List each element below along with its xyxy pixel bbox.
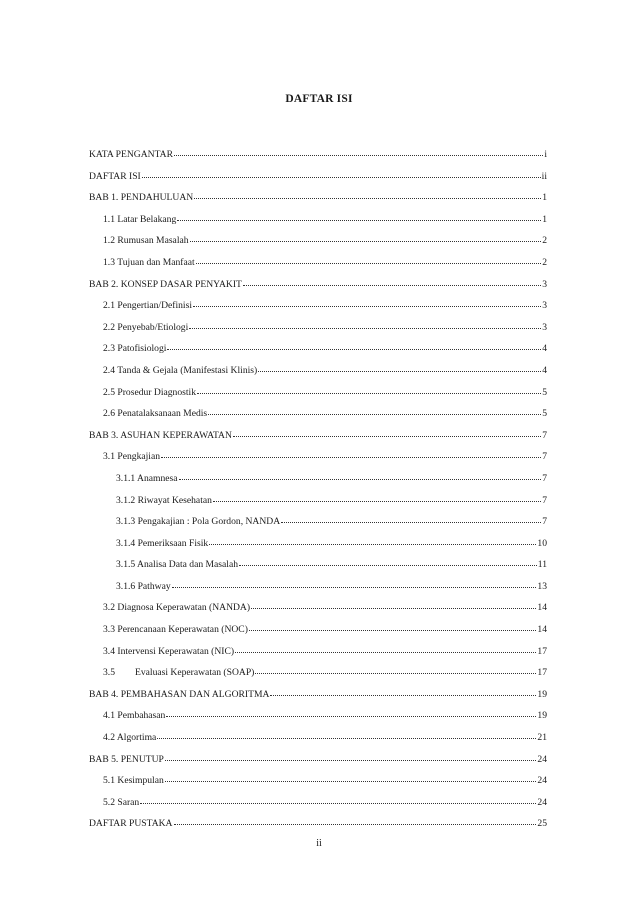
toc-page-number: 3 [542, 278, 547, 290]
toc-entry [89, 255, 547, 277]
toc-entry-label [89, 148, 173, 162]
toc-entry [89, 730, 547, 752]
toc-entry-label [103, 342, 166, 356]
toc-entry [89, 471, 547, 493]
toc-entry-text: 3.2 Diagnosa Keperawatan (NANDA) [103, 602, 251, 614]
toc-page-number: 17 [537, 667, 547, 679]
toc-entry-text: 3.1.3 Pengakajian : Pola Gordon, NANDA [116, 516, 281, 528]
toc-entry [89, 816, 547, 838]
toc-page-number: 13 [537, 580, 547, 592]
toc-entry-text: BAB 5. PENUTUP [89, 753, 164, 765]
toc-page-number: 7 [542, 472, 547, 484]
toc-entry-label [103, 450, 160, 464]
toc-entry-text: 2.2 Penyebab/Etiologi [103, 321, 189, 333]
toc-dot-leader [239, 557, 537, 567]
toc-entry [89, 277, 547, 299]
toc-entry-text: 1.3 Tujuan dan Manfaat [103, 256, 195, 268]
toc-entry [89, 708, 547, 730]
toc-entry-text: DAFTAR ISI [89, 170, 141, 182]
toc-entry-text: 3.3 Perencanaan Keperawatan (NOC) [103, 624, 248, 636]
toc-entry-label [89, 817, 173, 831]
toc-entry-label [89, 170, 141, 184]
toc-dot-leader [194, 190, 541, 200]
toc-page-number: 7 [542, 429, 547, 441]
toc-page-number: 7 [542, 516, 547, 528]
toc-entry-text: DAFTAR PUSTAKA [89, 818, 173, 830]
toc-dot-leader [174, 816, 537, 826]
toc-page-number: 24 [537, 753, 547, 765]
toc-entry-text: Evaluasi Keperawatan (SOAP) [135, 667, 255, 679]
toc-dot-leader [190, 233, 542, 243]
toc-page-number: 10 [537, 537, 547, 549]
toc-entry [89, 557, 547, 579]
toc-entry-text: 5.2 Saran [103, 796, 140, 808]
toc-entry [89, 493, 547, 515]
toc-page-number: 4 [542, 343, 547, 355]
toc-entry [89, 514, 547, 536]
toc-page-number: 3 [542, 321, 547, 333]
toc-page-number: 4 [542, 364, 547, 376]
toc-page-number: 24 [537, 796, 547, 808]
table-of-contents [89, 147, 547, 838]
toc-dot-leader [251, 600, 536, 610]
toc-page-number: 5 [542, 386, 547, 398]
toc-dot-leader [233, 428, 541, 438]
toc-entry-text: 4.2 Algortima [103, 732, 157, 744]
toc-dot-leader [249, 622, 537, 632]
toc-entry [89, 752, 547, 774]
toc-dot-leader [142, 169, 541, 179]
toc-page-number: 21 [537, 732, 547, 744]
toc-entry-label [103, 299, 192, 313]
toc-dot-leader [208, 406, 541, 416]
toc-entry-text: 2.6 Penatalaksanaan Medis [103, 408, 208, 420]
toc-page-number: 7 [542, 494, 547, 506]
toc-entry-label [89, 429, 232, 443]
toc-entry-text: 3.1.4 Pemeriksaan Fisik [116, 537, 209, 549]
toc-page-number: 7 [542, 451, 547, 463]
toc-entry-text: 2.5 Prosedur Diagnostik [103, 386, 197, 398]
toc-dot-leader [179, 471, 542, 481]
toc-entry-text: BAB 1. PENDAHULUAN [89, 192, 194, 204]
toc-page-number: 5 [542, 408, 547, 420]
toc-entry-text: 2.1 Pengertian/Definisi [103, 300, 192, 312]
toc-entry-label [103, 407, 207, 421]
toc-page-number: 3 [542, 300, 547, 312]
toc-entry-text: BAB 4. PEMBAHASAN DAN ALGORITMA [89, 688, 270, 700]
page-title: DAFTAR ISI [285, 93, 353, 105]
toc-entry-label [116, 515, 280, 529]
toc-entry-label [116, 472, 178, 486]
toc-page-number: 19 [537, 710, 547, 722]
toc-entry-label [103, 796, 139, 810]
toc-page-number: i [544, 149, 547, 160]
toc-entry [89, 320, 547, 342]
toc-entry-text: 2.3 Patofisiologi [103, 343, 167, 355]
toc-entry-text: 1.2 Rumusan Masalah [103, 235, 189, 247]
toc-dot-leader [270, 687, 536, 697]
toc-entry-text: 4.1 Pembahasan [103, 710, 166, 722]
toc-entry-text: 3.1.2 Riwayat Kesehatan [116, 494, 212, 506]
toc-dot-leader [235, 644, 536, 654]
toc-entry-text: 1.1 Latar Belakang [103, 213, 177, 225]
toc-entry [89, 385, 547, 407]
toc-entry-label [103, 666, 254, 680]
toc-entry-label [103, 645, 234, 659]
toc-entry-label [103, 774, 164, 788]
toc-entry-label [103, 321, 188, 335]
toc-dot-leader [258, 363, 541, 373]
toc-dot-leader [167, 341, 541, 351]
toc-entry-text: 3.1.6 Pathway [116, 580, 171, 592]
toc-page-number: 1 [542, 213, 547, 225]
toc-dot-leader [177, 212, 541, 222]
toc-entry [89, 644, 547, 666]
toc-dot-leader [157, 730, 536, 740]
toc-dot-leader [197, 385, 541, 395]
toc-entry-text: 3.4 Intervensi Keperawatan (NIC) [103, 645, 235, 657]
toc-entry-label [116, 580, 171, 594]
toc-entry-text: 2.4 Tanda & Gejala (Manifestasi Klinis) [103, 364, 258, 376]
toc-entry-label [103, 731, 156, 745]
toc-dot-leader [174, 147, 543, 157]
toc-entry-label [89, 191, 193, 205]
toc-entry-label [103, 256, 195, 270]
toc-entry-label [103, 386, 196, 400]
toc-entry-label [103, 601, 250, 615]
toc-page-number: ii [541, 170, 547, 182]
toc-entry-label [89, 688, 269, 702]
toc-page-number: 19 [537, 688, 547, 700]
toc-entry [89, 428, 547, 450]
toc-entry [89, 233, 547, 255]
toc-entry [89, 212, 547, 234]
toc-entry-label [103, 709, 165, 723]
toc-page-number: 14 [537, 602, 547, 614]
toc-dot-leader [166, 708, 536, 718]
toc-page-number: 2 [542, 256, 547, 268]
page-number: ii [316, 838, 322, 849]
toc-entry [89, 622, 547, 644]
toc-entry [89, 687, 547, 709]
toc-entry-label [116, 558, 238, 572]
toc-entry-text: 5.1 Kesimpulan [103, 775, 164, 787]
toc-entry [89, 341, 547, 363]
toc-dot-leader [161, 449, 541, 459]
toc-entry-text: 3.1.5 Analisa Data dan Masalah [116, 559, 239, 571]
toc-dot-leader [193, 298, 541, 308]
toc-entry [89, 449, 547, 471]
toc-entry-label [103, 234, 189, 248]
toc-entry [89, 600, 547, 622]
toc-dot-leader [209, 536, 536, 546]
toc-dot-leader [243, 277, 541, 287]
toc-entry-label [103, 213, 176, 227]
toc-page-number: 1 [542, 192, 547, 204]
toc-dot-leader [165, 773, 537, 783]
toc-entry [89, 406, 547, 428]
toc-dot-leader [140, 795, 536, 805]
toc-dot-leader [255, 665, 536, 675]
toc-entry [89, 190, 547, 212]
toc-entry [89, 169, 547, 191]
toc-page-number: 24 [537, 775, 547, 787]
toc-dot-leader [172, 579, 537, 589]
toc-entry-text: BAB 3. ASUHAN KEPERAWATAN [89, 429, 232, 441]
toc-entry-label [116, 537, 208, 551]
toc-entry [89, 665, 547, 687]
toc-entry-text: 3.1 Pengkajian [103, 451, 161, 463]
toc-page-number: 14 [537, 624, 547, 636]
toc-entry [89, 579, 547, 601]
toc-entry [89, 795, 547, 817]
toc-page-number: 17 [537, 645, 547, 657]
toc-entry-label [89, 278, 242, 292]
toc-entry-number: 3.5 [103, 667, 115, 679]
toc-entry-label [116, 494, 212, 508]
toc-page-number: 25 [537, 818, 547, 830]
toc-entry-text: 3.1.1 Anamnesa [116, 472, 178, 484]
toc-dot-leader [189, 320, 541, 330]
toc-page-number: 11 [537, 559, 547, 571]
toc-entry [89, 773, 547, 795]
toc-entry [89, 536, 547, 558]
toc-entry [89, 363, 547, 385]
toc-entry-label [103, 623, 248, 637]
toc-page-number: 2 [542, 235, 547, 247]
toc-dot-leader [213, 493, 541, 503]
toc-entry-text: KATA PENGANTAR [89, 149, 174, 160]
toc-entry-label [103, 364, 257, 378]
toc-entry [89, 298, 547, 320]
toc-entry-text: BAB 2. KONSEP DASAR PENYAKIT [89, 278, 242, 290]
toc-entry [89, 147, 547, 169]
toc-dot-leader [165, 752, 537, 762]
toc-entry-label [89, 753, 164, 767]
toc-dot-leader [196, 255, 542, 265]
toc-dot-leader [281, 514, 541, 524]
